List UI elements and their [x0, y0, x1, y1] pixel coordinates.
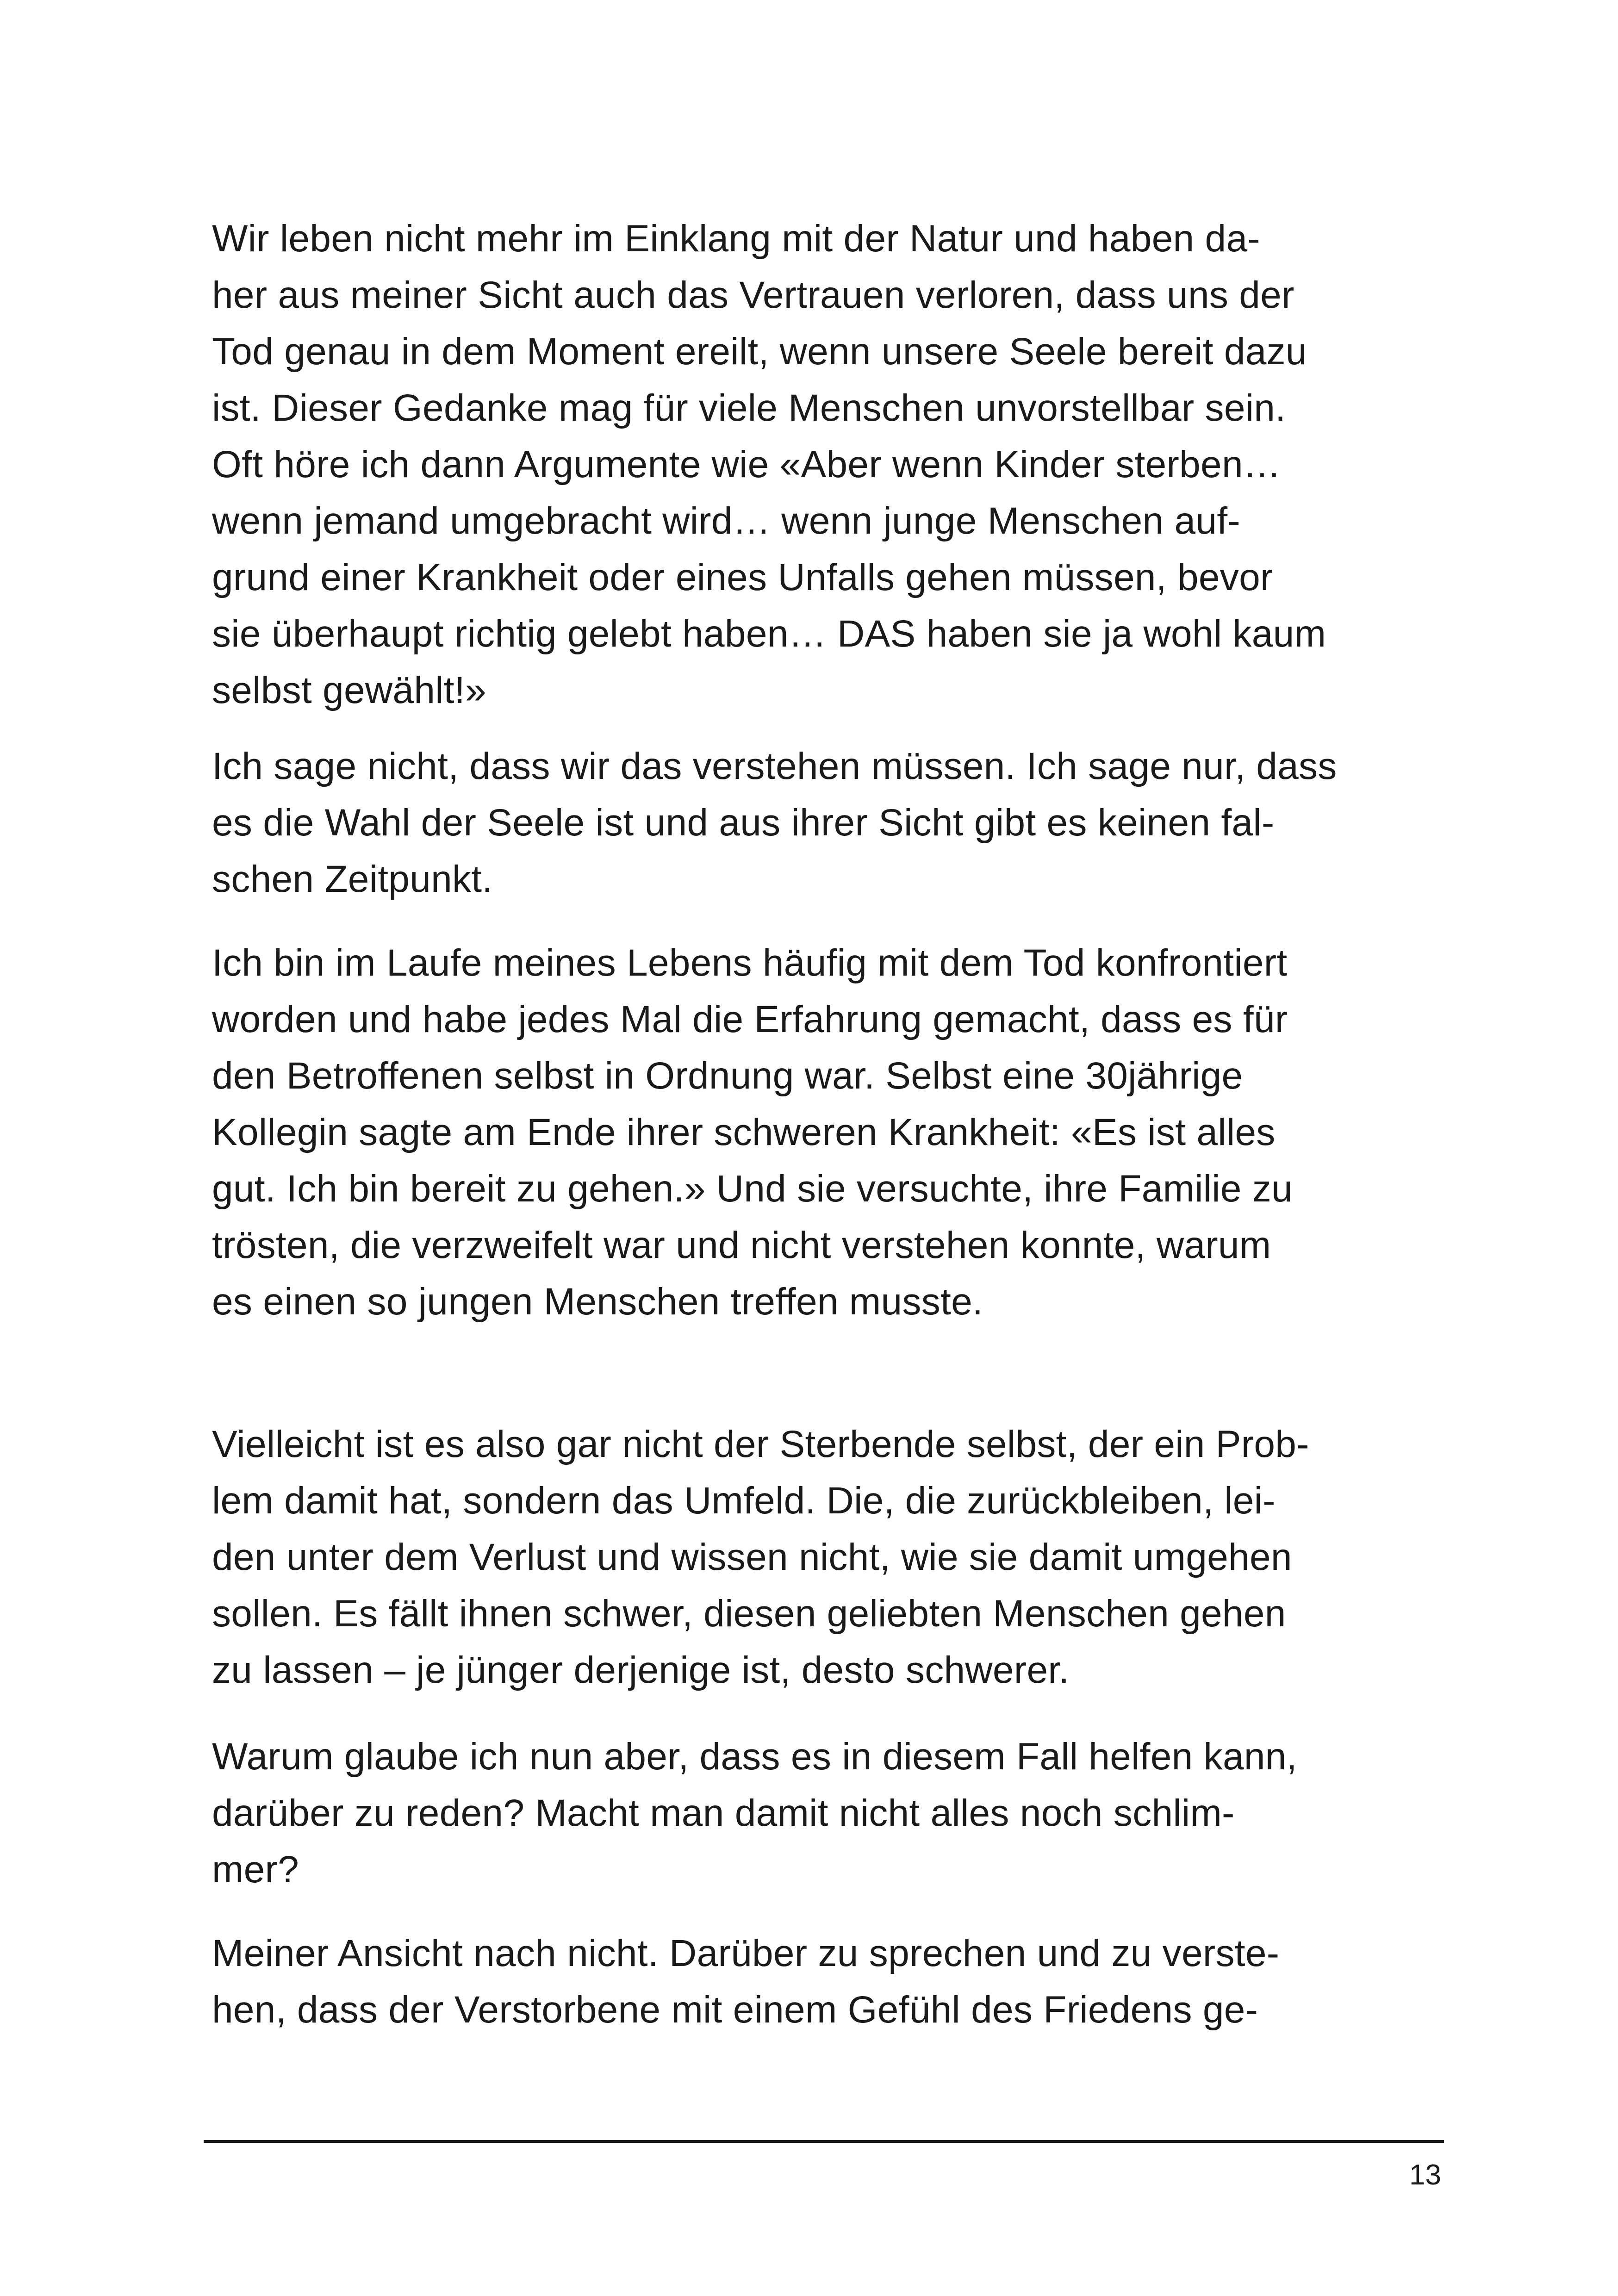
text-line: zu lassen – je jünger derjenige ist, desto schwerer. — [212, 1649, 1070, 1691]
text-line: Ich sage nicht, dass wir das verstehen müssen. Ich sage nur, dass — [212, 745, 1337, 787]
text-line: gut. Ich bin bereit zu gehen.» Und sie versuchte, ihre Familie zu — [212, 1168, 1293, 1210]
text-line: sollen. Es fällt ihnen schwer, diesen geliebten Menschen gehen — [212, 1593, 1286, 1635]
text-line: darüber zu reden? Macht man damit nicht alles noch schlim- — [212, 1792, 1235, 1834]
text-line: den unter dem Verlust und wissen nicht, wie sie damit umgehen — [212, 1536, 1292, 1578]
text-line: ist. Dieser Gedanke mag für viele Menschen unvorstellbar sein. — [212, 387, 1286, 429]
text-line: Tod genau in dem Moment ereilt, wenn unsere Seele bereit dazu — [212, 330, 1307, 373]
text-line: es die Wahl der Seele ist und aus ihrer Sicht gibt es keinen fal- — [212, 802, 1275, 844]
page-number: 13 — [1409, 2159, 1441, 2191]
paragraph — [212, 738, 1434, 908]
text-line: Warum glaube ich nun aber, dass es in diesem Fall helfen kann, — [212, 1736, 1297, 1778]
text-line: worden und habe jedes Mal die Erfahrung gemacht, dass es für — [212, 998, 1288, 1040]
text-line: Wir leben nicht mehr im Einklang mit der Natur und haben da- — [212, 218, 1260, 260]
text-line: Oft höre ich dann Argumente wie «Aber wenn Kinder sterben… — [212, 443, 1282, 485]
text-line: mer? — [212, 1848, 299, 1891]
text-line: den Betroffenen selbst in Ordnung war. Selbst eine 30jährige — [212, 1055, 1243, 1097]
paragraph — [212, 935, 1434, 1330]
text-line: her aus meiner Sicht auch das Vertrauen verloren, dass uns der — [212, 274, 1294, 316]
text-line: es einen so jungen Menschen treffen musste. — [212, 1281, 983, 1323]
text-line: Ich bin im Laufe meines Lebens häufig mit dem Tod konfrontiert — [212, 942, 1288, 984]
text-line: lem damit hat, sondern das Umfeld. Die, die zurückbleiben, lei- — [212, 1480, 1276, 1522]
text-line: grund einer Krankheit oder eines Unfalls gehen müssen, bevor — [212, 556, 1273, 598]
text-line: Kollegin sagte am Ende ihrer schweren Krankheit: «Es ist alles — [212, 1111, 1276, 1153]
text-line: schen Zeitpunkt. — [212, 858, 493, 900]
text-line: Meiner Ansicht nach nicht. Darüber zu sprechen und zu verste- — [212, 1932, 1280, 1974]
paragraph — [212, 1416, 1434, 1699]
text-line: wenn jemand umgebracht wird… wenn junge Menschen auf- — [212, 500, 1241, 542]
text-line: hen, dass der Verstorbene mit einem Gefühl des Friedens ge- — [212, 1989, 1258, 2031]
text-line: selbst gewählt!» — [212, 669, 486, 711]
text-line: Vielleicht ist es also gar nicht der Sterbende selbst, der ein Prob- — [212, 1423, 1309, 1465]
paragraph — [212, 1729, 1434, 1898]
footer-divider — [204, 2140, 1444, 2143]
text-line: sie überhaupt richtig gelebt haben… DAS haben sie ja wohl kaum — [212, 613, 1326, 655]
text-line: trösten, die verzweifelt war und nicht verstehen konnte, warum — [212, 1224, 1271, 1266]
paragraph — [212, 211, 1434, 719]
paragraph — [212, 1925, 1434, 2038]
